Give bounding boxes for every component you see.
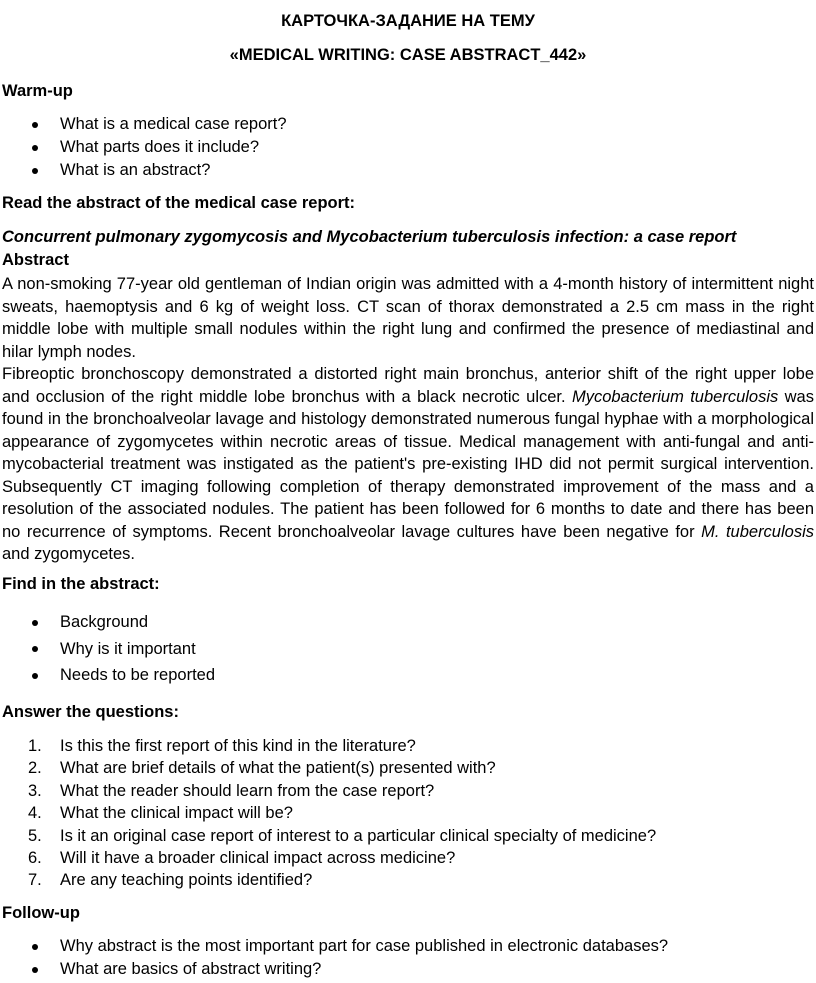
item-text: What the reader should learn from the case report?	[60, 781, 435, 800]
list-item: What is an abstract?	[0, 159, 287, 182]
item-number: 7.	[28, 871, 42, 890]
list-item: What are basics of abstract writing?	[0, 958, 668, 981]
species-name: M. tuberculosis	[701, 522, 814, 541]
list-item	[0, 847, 656, 869]
list-item: What is a medical case report?	[0, 113, 287, 136]
warmup-list	[0, 113, 287, 182]
find-heading: Find in the abstract:	[2, 575, 160, 593]
page-title: КАРТОЧКА-ЗАДАНИЕ НА ТЕМУ	[281, 12, 535, 30]
item-number: 1.	[28, 737, 42, 755]
list-item	[0, 802, 656, 824]
item-text: Is it an original case report of interest to a particular clinical specialty of medicine?	[60, 826, 657, 845]
item-number: 5.	[28, 826, 42, 845]
species-name: Mycobacterium tuberculosis	[571, 387, 779, 406]
list-item	[0, 825, 656, 847]
abstract-text: and zygomycetes.	[2, 545, 135, 563]
abstract-heading: Abstract	[2, 251, 69, 269]
item-number: 3.	[28, 781, 42, 800]
list-item	[0, 757, 656, 779]
abstract-paragraph-2	[2, 363, 814, 566]
list-item: Background	[0, 609, 215, 636]
followup-list	[0, 935, 668, 981]
item-text: What are brief details of what the patient(s) presented with?	[60, 759, 496, 778]
abstract-text: Fibreoptic bronchoscopy demonstrated a distorted right main bronchus, anterior shift of the right upper lobe and occlusion of the right middle lobe bronchus with a black necrotic ulcer.	[2, 365, 814, 406]
list-item: Why abstract is the most important part for case published in electronic databases?	[0, 935, 668, 958]
questions-list	[0, 735, 656, 892]
abstract-paragraph-1: A non-smoking 77-year old gentleman of Indian origin was admitted with a 4-month history of intermittent night sweats, haemoptysis and 6 kg of weight loss. CT scan of thorax demonstrated a 2.5 cm mass in the right middle lobe with multiple small nodules within the right lung and confirmed the presence of mediastinal and hilar lymph nodes.	[2, 275, 814, 361]
list-item	[0, 735, 656, 757]
list-item: Why is it important	[0, 636, 215, 663]
read-heading: Read the abstract of the medical case report:	[2, 194, 356, 212]
abstract-body	[2, 273, 814, 566]
followup-heading: Follow-up	[2, 904, 80, 922]
list-item: What parts does it include?	[0, 136, 287, 159]
item-text: Is this the first report of this kind in the literature?	[60, 737, 416, 755]
item-number: 4.	[28, 804, 42, 823]
item-number: 2.	[28, 759, 42, 778]
item-text: Are any teaching points identified?	[60, 871, 313, 890]
page-subtitle: «MEDICAL WRITING: CASE ABSTRACT_442»	[229, 46, 587, 64]
item-number: 6.	[28, 848, 42, 867]
item-text: What the clinical impact will be?	[60, 804, 293, 823]
warmup-heading: Warm-up	[2, 82, 73, 100]
list-item	[0, 780, 656, 802]
answer-heading: Answer the questions:	[2, 703, 179, 721]
find-list	[0, 609, 215, 689]
item-text: Will it have a broader clinical impact across medicine?	[60, 848, 456, 867]
list-item: Needs to be reported	[0, 662, 215, 689]
abstract-text: was found in the bronchoalveolar lavage and histology demonstrated numerous fungal hyphae with a morphological appearance of zygomycetes within necrotic areas of tissue. Medical management with anti-fungal and anti-mycobacterial treatment was instigated as the patient's pre-existing IHD did not permit surgical intervention. Subsequently CT imaging following completion of therapy demonstrated improvement of the mass and a resolution of the associated nodules. The patient has been followed for 6 months to date and there has been no recurrence of symptoms. Recent bronchoalveolar lavage cultures have been negative for	[2, 387, 814, 541]
list-item	[0, 869, 656, 891]
article-title: Concurrent pulmonary zygomycosis and Mycobacterium tuberculosis infection: a case report	[2, 228, 737, 246]
